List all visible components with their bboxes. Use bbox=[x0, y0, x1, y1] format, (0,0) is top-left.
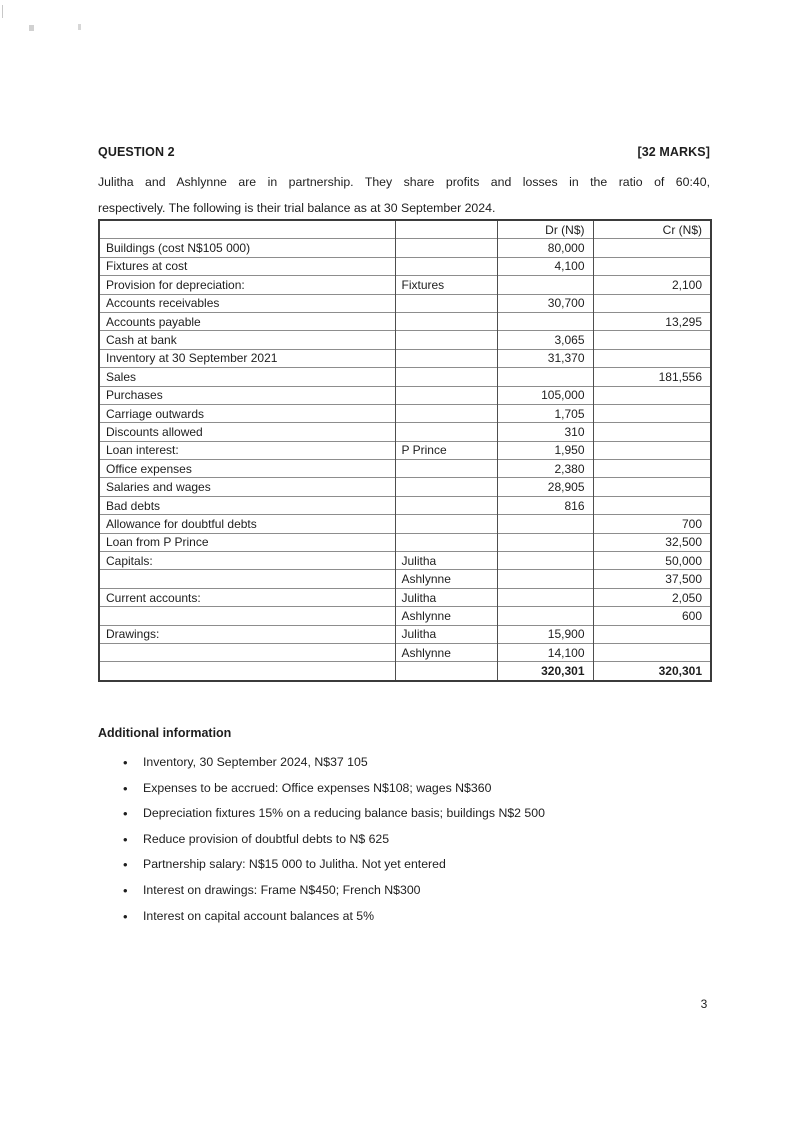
table-row bbox=[99, 294, 711, 312]
cell-cr bbox=[593, 496, 711, 514]
cell-dr: 14,100 bbox=[497, 643, 593, 661]
table-row bbox=[99, 533, 711, 551]
totals-dr: 320,301 bbox=[497, 662, 593, 681]
table-row bbox=[99, 386, 711, 404]
question-header bbox=[98, 145, 710, 159]
cell-detail bbox=[395, 294, 497, 312]
table-row bbox=[99, 312, 711, 330]
cell-detail bbox=[395, 368, 497, 386]
list-item: • Interest on drawings: Frame N$450; French N$300 bbox=[98, 883, 710, 899]
cell-cr bbox=[593, 441, 711, 459]
table-row bbox=[99, 515, 711, 533]
cell-detail: Fixtures bbox=[395, 276, 497, 294]
cell-dr: 105,000 bbox=[497, 386, 593, 404]
additional-information-list bbox=[98, 755, 710, 924]
cell-detail bbox=[395, 312, 497, 330]
table-row bbox=[99, 239, 711, 257]
cell-detail bbox=[395, 460, 497, 478]
intro-line-1: Julitha and Ashlynne are in partnership. They share profits and losses in the ratio of 60:40, bbox=[98, 175, 710, 189]
table-row bbox=[99, 460, 711, 478]
cell-detail: Julitha bbox=[395, 552, 497, 570]
cell-cr bbox=[593, 239, 711, 257]
cell-cr: 32,500 bbox=[593, 533, 711, 551]
cell-detail bbox=[395, 496, 497, 514]
cell-detail bbox=[395, 257, 497, 275]
scan-artifact bbox=[29, 25, 34, 31]
cell-dr bbox=[497, 607, 593, 625]
cell-dr bbox=[497, 368, 593, 386]
table-row bbox=[99, 496, 711, 514]
totals-empty-account bbox=[99, 662, 395, 681]
cell-account: Provision for depreciation: bbox=[99, 276, 395, 294]
table-row bbox=[99, 570, 711, 588]
cell-detail bbox=[395, 533, 497, 551]
cell-dr bbox=[497, 515, 593, 533]
cell-detail bbox=[395, 515, 497, 533]
table-row bbox=[99, 276, 711, 294]
list-item: • Depreciation fixtures 15% on a reducing balance basis; buildings N$2 500 bbox=[98, 806, 710, 822]
cell-account: Cash at bank bbox=[99, 331, 395, 349]
cell-dr bbox=[497, 570, 593, 588]
cell-dr: 2,380 bbox=[497, 460, 593, 478]
cell-account: Loan from P Prince bbox=[99, 533, 395, 551]
table-row bbox=[99, 368, 711, 386]
cell-detail bbox=[395, 478, 497, 496]
cell-cr bbox=[593, 386, 711, 404]
cell-dr: 80,000 bbox=[497, 239, 593, 257]
cell-dr: 28,905 bbox=[497, 478, 593, 496]
cell-account: Inventory at 30 September 2021 bbox=[99, 349, 395, 367]
cell-account: Allowance for doubtful debts bbox=[99, 515, 395, 533]
cell-account: Office expenses bbox=[99, 460, 395, 478]
cell-dr bbox=[497, 533, 593, 551]
cell-account: Accounts receivables bbox=[99, 294, 395, 312]
table-row bbox=[99, 625, 711, 643]
cell-cr: 181,556 bbox=[593, 368, 711, 386]
header-account bbox=[99, 220, 395, 239]
cell-cr bbox=[593, 294, 711, 312]
cell-cr bbox=[593, 257, 711, 275]
cell-dr: 310 bbox=[497, 423, 593, 441]
cell-account: Buildings (cost N$105 000) bbox=[99, 239, 395, 257]
page-number: 3 bbox=[700, 997, 708, 1011]
totals-empty-detail bbox=[395, 662, 497, 681]
cell-account bbox=[99, 607, 395, 625]
list-item: • Inventory, 30 September 2024, N$37 105 bbox=[98, 755, 710, 771]
trial-balance-table bbox=[98, 219, 712, 682]
cell-cr: 700 bbox=[593, 515, 711, 533]
cell-dr: 3,065 bbox=[497, 331, 593, 349]
table-row bbox=[99, 643, 711, 661]
cell-dr: 15,900 bbox=[497, 625, 593, 643]
table-row bbox=[99, 349, 711, 367]
cell-cr bbox=[593, 349, 711, 367]
table-header-row bbox=[99, 220, 711, 239]
cell-dr: 31,370 bbox=[497, 349, 593, 367]
cell-account bbox=[99, 570, 395, 588]
cell-detail: P Prince bbox=[395, 441, 497, 459]
cell-cr bbox=[593, 423, 711, 441]
cell-detail: Julitha bbox=[395, 625, 497, 643]
cell-dr: 4,100 bbox=[497, 257, 593, 275]
table-row bbox=[99, 331, 711, 349]
cell-cr: 13,295 bbox=[593, 312, 711, 330]
cell-account: Bad debts bbox=[99, 496, 395, 514]
cell-dr: 1,950 bbox=[497, 441, 593, 459]
cell-cr bbox=[593, 643, 711, 661]
cell-account: Fixtures at cost bbox=[99, 257, 395, 275]
list-item: • Interest on capital account balances at 5% bbox=[98, 909, 710, 925]
cell-account bbox=[99, 643, 395, 661]
cell-account: Salaries and wages bbox=[99, 478, 395, 496]
cell-account: Drawings: bbox=[99, 625, 395, 643]
cell-detail: Ashlynne bbox=[395, 570, 497, 588]
header-detail bbox=[395, 220, 497, 239]
cell-account: Capitals: bbox=[99, 552, 395, 570]
totals-cr: 320,301 bbox=[593, 662, 711, 681]
cell-account: Purchases bbox=[99, 386, 395, 404]
cell-cr bbox=[593, 331, 711, 349]
header-cr: Cr (N$) bbox=[593, 220, 711, 239]
list-item: • Reduce provision of doubtful debts to N$ 625 bbox=[98, 832, 710, 848]
scan-artifact bbox=[78, 24, 81, 30]
list-item: • Partnership salary: N$15 000 to Julitha. Not yet entered bbox=[98, 857, 710, 873]
additional-information-heading: Additional information bbox=[98, 726, 232, 740]
cell-detail bbox=[395, 386, 497, 404]
cell-detail: Ashlynne bbox=[395, 607, 497, 625]
scan-artifact bbox=[2, 5, 3, 18]
table-row bbox=[99, 588, 711, 606]
cell-account: Sales bbox=[99, 368, 395, 386]
cell-dr: 816 bbox=[497, 496, 593, 514]
cell-cr bbox=[593, 460, 711, 478]
cell-cr: 600 bbox=[593, 607, 711, 625]
cell-cr: 37,500 bbox=[593, 570, 711, 588]
cell-dr bbox=[497, 588, 593, 606]
cell-detail: Ashlynne bbox=[395, 643, 497, 661]
cell-dr bbox=[497, 552, 593, 570]
table-row bbox=[99, 607, 711, 625]
additional-information-section bbox=[98, 726, 710, 934]
intro-line-2: respectively. The following is their trial balance as at 30 September 2024. bbox=[98, 201, 496, 215]
table-row bbox=[99, 441, 711, 459]
cell-dr: 1,705 bbox=[497, 404, 593, 422]
cell-dr bbox=[497, 312, 593, 330]
cell-cr bbox=[593, 478, 711, 496]
table-row bbox=[99, 552, 711, 570]
list-item: • Expenses to be accrued: Office expenses N$108; wages N$360 bbox=[98, 781, 710, 797]
cell-cr: 2,050 bbox=[593, 588, 711, 606]
header-dr: Dr (N$) bbox=[497, 220, 593, 239]
question-title: QUESTION 2 bbox=[98, 145, 175, 159]
cell-account: Carriage outwards bbox=[99, 404, 395, 422]
cell-account: Accounts payable bbox=[99, 312, 395, 330]
table-row bbox=[99, 478, 711, 496]
cell-cr: 2,100 bbox=[593, 276, 711, 294]
cell-detail bbox=[395, 239, 497, 257]
table-row bbox=[99, 423, 711, 441]
cell-detail bbox=[395, 331, 497, 349]
cell-detail: Julitha bbox=[395, 588, 497, 606]
cell-account: Current accounts: bbox=[99, 588, 395, 606]
marks-label: [32 MARKS] bbox=[637, 145, 710, 159]
cell-detail bbox=[395, 349, 497, 367]
table-row bbox=[99, 257, 711, 275]
cell-dr: 30,700 bbox=[497, 294, 593, 312]
cell-cr bbox=[593, 404, 711, 422]
cell-cr bbox=[593, 625, 711, 643]
cell-dr bbox=[497, 276, 593, 294]
table-totals-row bbox=[99, 662, 711, 681]
cell-account: Loan interest: bbox=[99, 441, 395, 459]
table-row bbox=[99, 404, 711, 422]
cell-detail bbox=[395, 423, 497, 441]
cell-cr: 50,000 bbox=[593, 552, 711, 570]
cell-detail bbox=[395, 404, 497, 422]
intro-paragraph bbox=[98, 169, 710, 221]
cell-account: Discounts allowed bbox=[99, 423, 395, 441]
